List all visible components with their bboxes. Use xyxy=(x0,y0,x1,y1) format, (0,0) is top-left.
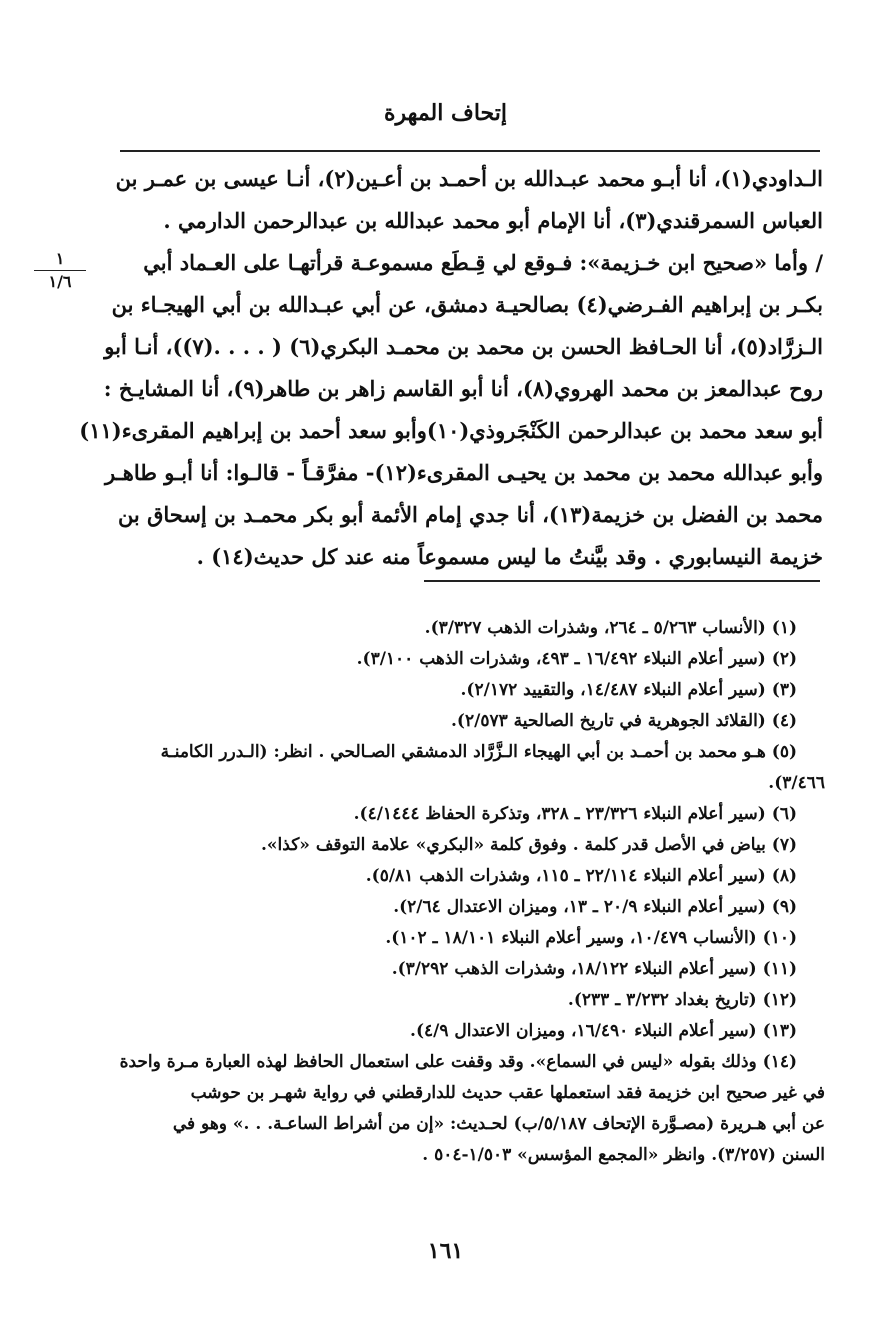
main-line: الـزرَّاد(٥)، أنا الحـافظ الحسن بن محمد بن محمـد البكري(٦) ( . . . .(٧))، أنـا أبو xyxy=(104,334,823,359)
footnote: (٨) (سير أعلام النبلاء ٢٢/١١٤ ـ ١١٥، وشذرات الذهب ٥/٨١). xyxy=(365,866,797,886)
footnote: (١٠) (الأنساب ١٠/٤٧٩، وسير أعلام النبلاء ١٨/١٠١ ـ ١٠٢). xyxy=(385,928,797,948)
main-line: وأبو عبدالله محمد بن محمد بن يحيـى المقرىء(١٢)- مفرَّقـاً - قالـوا: أنا أبـو طاهـر xyxy=(105,460,823,485)
page-number: ١٦١ xyxy=(427,1238,464,1264)
main-line: محمد بن الفضل بن خزيمة(١٣)، أنا جدي إمام الأئمة أبو بكر محمـد بن إسحاق بن xyxy=(117,502,823,527)
main-line: بكـر بن إبراهيم الفـرضي(٤) بصالحيـة دمشق، عن أبي عبـدالله بن أبي الهيجـاء بن xyxy=(111,292,823,317)
margin-reference xyxy=(30,250,90,291)
footnote: (٦) (سير أعلام النبلاء ٢٣/٣٢٦ ـ ٣٢٨، وتذكرة الحفاظ ٤/١٤٤٤). xyxy=(353,804,797,824)
main-line: أبو سعد محمد بن عبدالرحمن الكَنْجَروذي(١٠)وأبو سعد أحمد بن إبراهيم المقرىء(١١) xyxy=(79,418,823,443)
footnote: (١) (الأنساب ٥/٢٦٣ ـ ٢٦٤، وشذرات الذهب ٣/٣٢٧). xyxy=(424,618,797,638)
main-line: الـداودي(١)، أنا أبـو محمد عبـدالله بن أحمـد بن أعـين(٢)، أنـا عيسى بن عمـر بن xyxy=(115,166,823,191)
header-rule xyxy=(120,150,820,152)
main-line: العباس السمرقندي(٣)، أنا الإمام أبو محمد عبدالله بن عبدالرحمن الدارمي . xyxy=(163,208,823,233)
margin-reference-top: ١ xyxy=(55,249,65,268)
footnote-continuation: السنن (٣/٢٥٧). وانظر «المجمع المؤسس» ١/٥٠٣-٥٠٤ . xyxy=(422,1145,825,1165)
footnote: (٢) (سير أعلام النبلاء ١٦/٤٩٢ ـ ٤٩٣، وشذرات الذهب ٣/١٠٠). xyxy=(356,649,797,669)
footnote: (٥) هـو محمد بن أحمـد بن أبي الهيجاء الـزَّرَّاد الدمشقي الصـالحي . انظر: (الـدرر الكامنـة xyxy=(160,742,797,762)
margin-reference-bottom: ١/٦ xyxy=(48,272,72,291)
main-text xyxy=(79,166,823,586)
main-line: خزيمة النيسابوري . وقد بيَّنتُ ما ليس مسموعاً منه عند كل حديث(١٤) . xyxy=(196,544,823,569)
footnote: (٩) (سير أعلام النبلاء ٢٠/٩ ـ ١٣، وميزان الاعتدال ٢/٦٤). xyxy=(393,897,797,917)
footnote-continuation: ٣/٤٦٦). xyxy=(768,773,825,793)
footnote-separator xyxy=(424,580,820,582)
footnotes xyxy=(115,618,825,1176)
footnote: (١٣) (سير أعلام النبلاء ١٦/٤٩٠، وميزان الاعتدال ٤/٩). xyxy=(410,1021,797,1041)
footnote: (١١) (سير أعلام النبلاء ١٨/١٢٢، وشذرات الذهب ٣/٢٩٢). xyxy=(391,959,797,979)
margin-reference-rule xyxy=(34,270,86,271)
main-line: روح عبدالمعز بن محمد الهروي(٨)، أنا أبو القاسم زاهر بن طاهر(٩)، أنا المشايـخ : xyxy=(103,376,823,401)
footnote: (٣) (سير أعلام النبلاء ١٤/٤٨٧، والتقييد ٢/١٧٢). xyxy=(460,680,797,700)
footnote-continuation: في غير صحيح ابن خزيمة فقد استعملها عقب حديث للدارقطني في رواية شهـر بن حوشب xyxy=(190,1083,825,1103)
running-head: إتحاف المهرة xyxy=(384,100,507,126)
footnote: (١٤) وذلك بقوله «ليس في السماع». وقد وقفت على استعمال الحافظ لهذه العبارة مـرة واحدة xyxy=(119,1052,797,1072)
footnote-continuation: عن أبي هـريرة (مصـوَّرة الإتحاف ٥/١٨٧/ب) لحـديث: «إن من أشراط الساعـة. . .» وهو في xyxy=(172,1114,825,1134)
footnote: (٧) بياض في الأصل قدر كلمة . وفوق كلمة «البكري» علامة التوقف «كذا». xyxy=(261,835,797,855)
footnote: (١٢) (تاريخ بغداد ٣/٢٣٢ ـ ٢٣٣). xyxy=(567,990,797,1010)
footnote: (٤) (القلائد الجوهرية في تاريخ الصالحية ٢/٥٧٣). xyxy=(451,711,797,731)
main-line: / وأما «صحيح ابن خـزيمة»: فـوقع لي قِـطَع مسموعـة قرأتهـا على العـماد أبي xyxy=(143,250,823,275)
